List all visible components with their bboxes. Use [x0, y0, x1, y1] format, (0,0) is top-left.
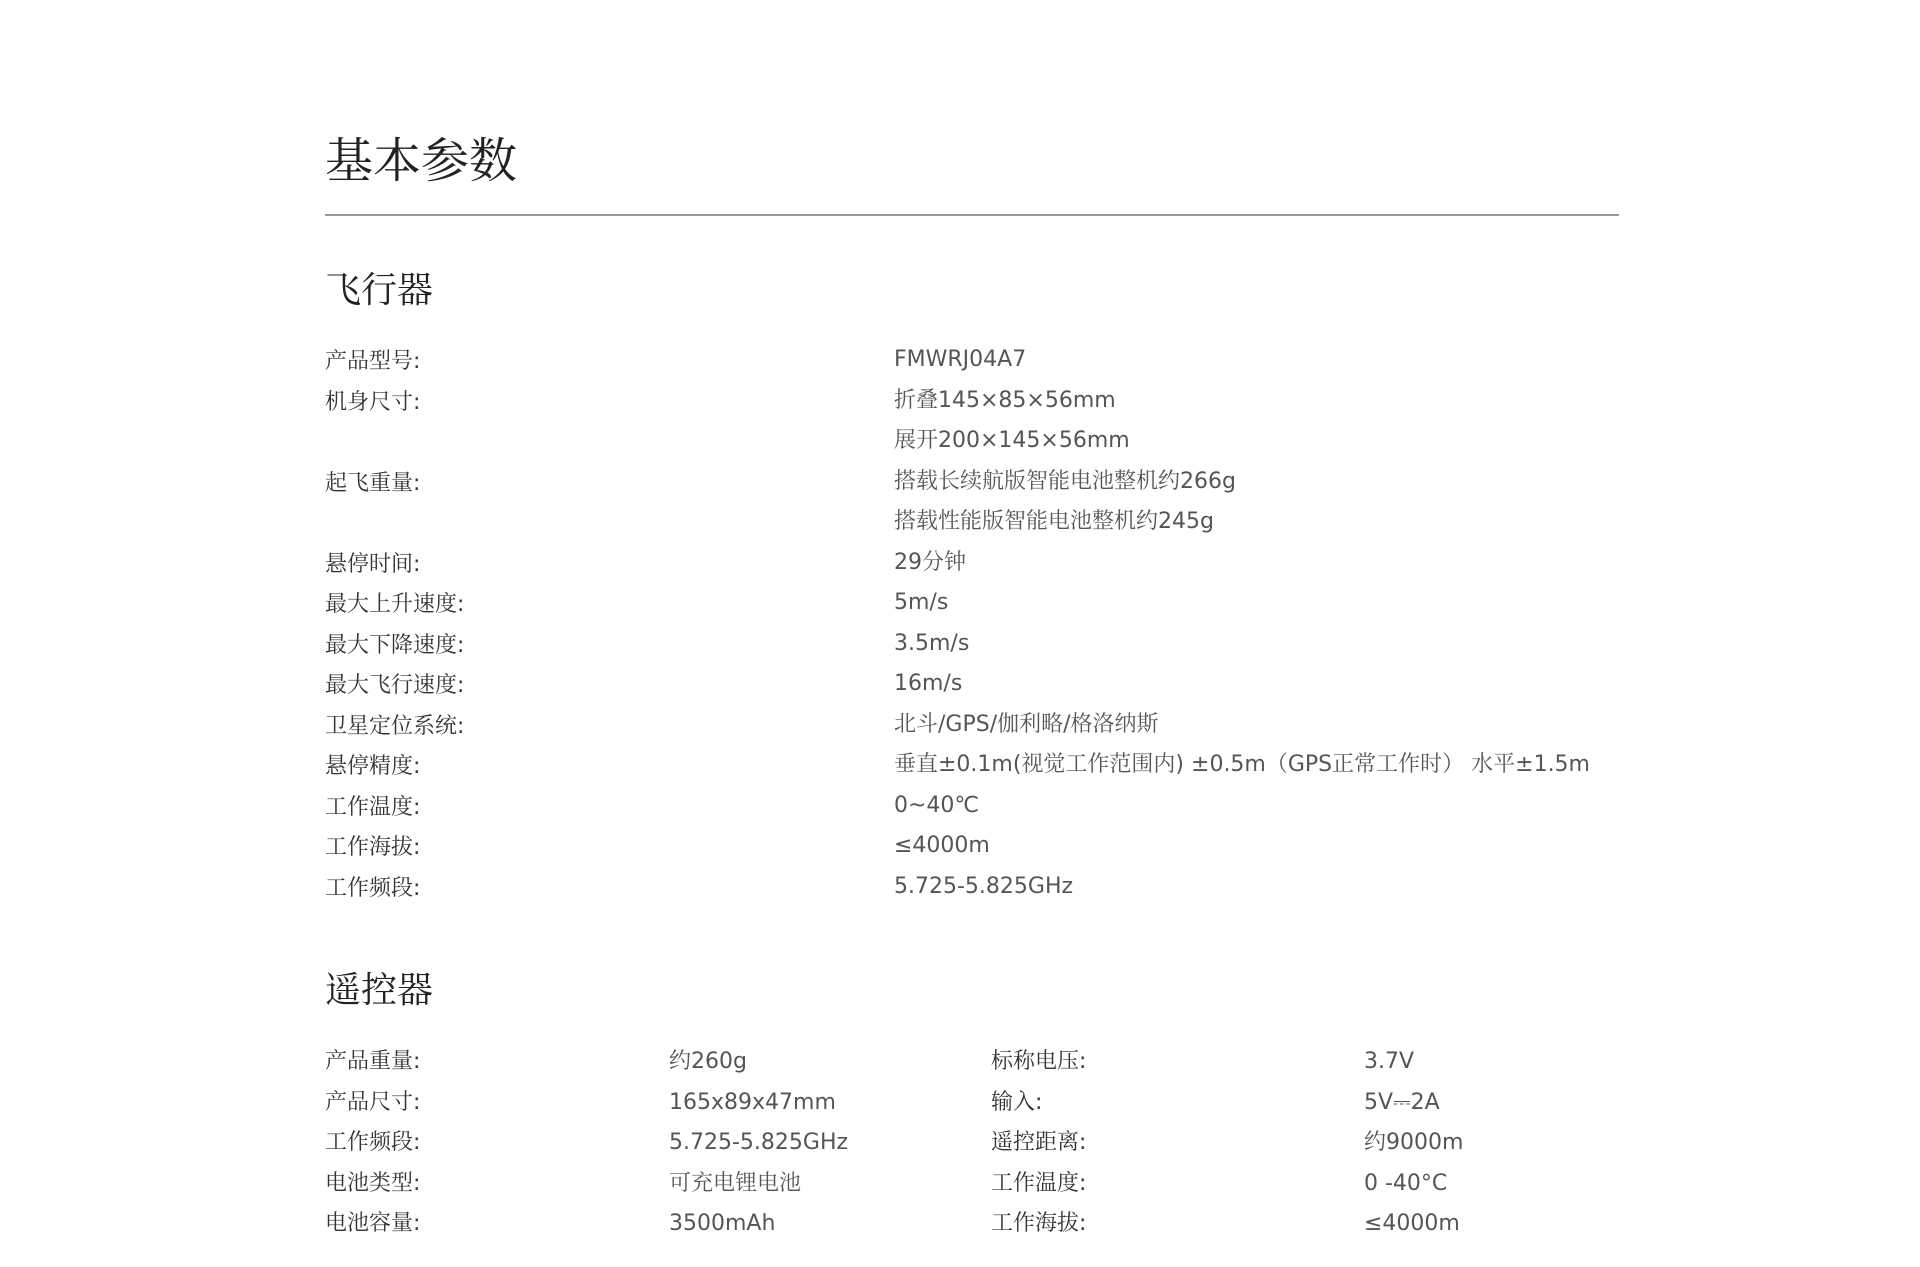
spec-row — [325, 583, 1619, 624]
remote-spec-row — [325, 1162, 1619, 1203]
remote-spec-row — [325, 1040, 1619, 1081]
spec-label: 产品重量: — [325, 1049, 421, 1074]
spec-value: 0~40℃ — [894, 792, 980, 818]
spec-row — [325, 867, 1619, 908]
spec-label: 输入: — [991, 1089, 1043, 1115]
spec-label: 产品尺寸: — [325, 1089, 421, 1115]
spec-label: 卫星定位系统: — [325, 713, 465, 739]
aircraft-spec-list — [325, 340, 1619, 907]
spec-value: 5V⎓2A — [1364, 1089, 1440, 1115]
spec-values — [894, 381, 1619, 462]
spec-label: 产品型号: — [325, 349, 421, 374]
spec-value: 可充电锂电池 — [669, 1170, 802, 1196]
spec-label: 悬停精度: — [325, 754, 421, 779]
spec-values — [894, 786, 1619, 827]
spec-value: 垂直±0.1m(视觉工作范围内) ±0.5m（GPS正常工作时） 水平±1.5m — [894, 752, 1590, 777]
spec-row — [325, 705, 1619, 746]
remote-spec-table — [325, 1040, 1619, 1243]
spec-values — [894, 745, 1619, 786]
spec-value: 0 -40°C — [1364, 1170, 1448, 1196]
spec-value: FMWRJ04A7 — [894, 347, 1027, 372]
remote-spec-row — [325, 1081, 1619, 1122]
remote-spec-row — [325, 1202, 1619, 1243]
spec-values — [894, 826, 1619, 867]
spec-row — [325, 340, 1619, 381]
spec-values — [894, 664, 1619, 705]
spec-row — [325, 664, 1619, 705]
remote-spec-row — [325, 1121, 1619, 1162]
aircraft-section-title: 飞行器 — [325, 270, 434, 311]
spec-values — [894, 340, 1619, 381]
spec-value: 165x89x47mm — [669, 1089, 836, 1115]
spec-value: 折叠145×85×56mm — [894, 387, 1116, 413]
spec-label: 工作频段: — [325, 875, 421, 901]
spec-values — [894, 624, 1619, 665]
spec-label: 起飞重量: — [325, 470, 421, 496]
spec-label: 最大上升速度: — [325, 592, 465, 617]
spec-value: 3.5m/s — [894, 630, 970, 656]
spec-label: 最大飞行速度: — [325, 673, 465, 698]
spec-label: 电池容量: — [325, 1211, 421, 1236]
spec-value: 29分钟 — [894, 549, 966, 575]
spec-value: 5.725-5.825GHz — [894, 873, 1074, 899]
spec-values — [894, 705, 1619, 746]
spec-value: 约260g — [669, 1049, 747, 1074]
spec-label: 工作频段: — [325, 1130, 421, 1155]
spec-label: 最大下降速度: — [325, 632, 465, 658]
spec-label: 工作海拔: — [325, 835, 421, 860]
spec-row — [325, 543, 1619, 584]
spec-label: 遥控距离: — [991, 1130, 1087, 1155]
spec-value: 约9000m — [1364, 1130, 1464, 1155]
spec-values — [894, 462, 1619, 543]
spec-label: 工作海拔: — [991, 1211, 1087, 1236]
spec-value: 3.7V — [1364, 1049, 1415, 1074]
remote-section-title: 遥控器 — [325, 970, 434, 1011]
title-divider — [325, 214, 1619, 216]
spec-label: 电池类型: — [325, 1170, 421, 1196]
spec-label: 工作温度: — [991, 1170, 1087, 1196]
spec-value: 16m/s — [894, 671, 963, 696]
spec-row — [325, 786, 1619, 827]
spec-label: 标称电压: — [991, 1049, 1087, 1074]
spec-row — [325, 462, 1619, 543]
spec-value: 北斗/GPS/伽利略/格洛纳斯 — [894, 711, 1159, 737]
page-title: 基本参数 — [325, 133, 518, 189]
spec-value: 3500mAh — [669, 1211, 776, 1236]
spec-row — [325, 381, 1619, 462]
spec-value: 5m/s — [894, 590, 949, 615]
spec-values — [894, 583, 1619, 624]
spec-value: 搭载长续航版智能电池整机约266g — [894, 468, 1236, 494]
spec-values — [894, 867, 1619, 908]
spec-value: ≤4000m — [1364, 1211, 1460, 1236]
spec-row — [325, 624, 1619, 665]
spec-value: 搭载性能版智能电池整机约245g — [894, 509, 1214, 534]
spec-value: 展开200×145×56mm — [894, 428, 1130, 453]
spec-row — [325, 826, 1619, 867]
spec-label: 机身尺寸: — [325, 389, 421, 415]
spec-row — [325, 745, 1619, 786]
spec-label: 悬停时间: — [325, 551, 421, 577]
spec-label: 工作温度: — [325, 794, 421, 820]
spec-value: 5.725-5.825GHz — [669, 1130, 849, 1155]
spec-values — [894, 543, 1619, 584]
spec-value: ≤4000m — [894, 833, 990, 858]
